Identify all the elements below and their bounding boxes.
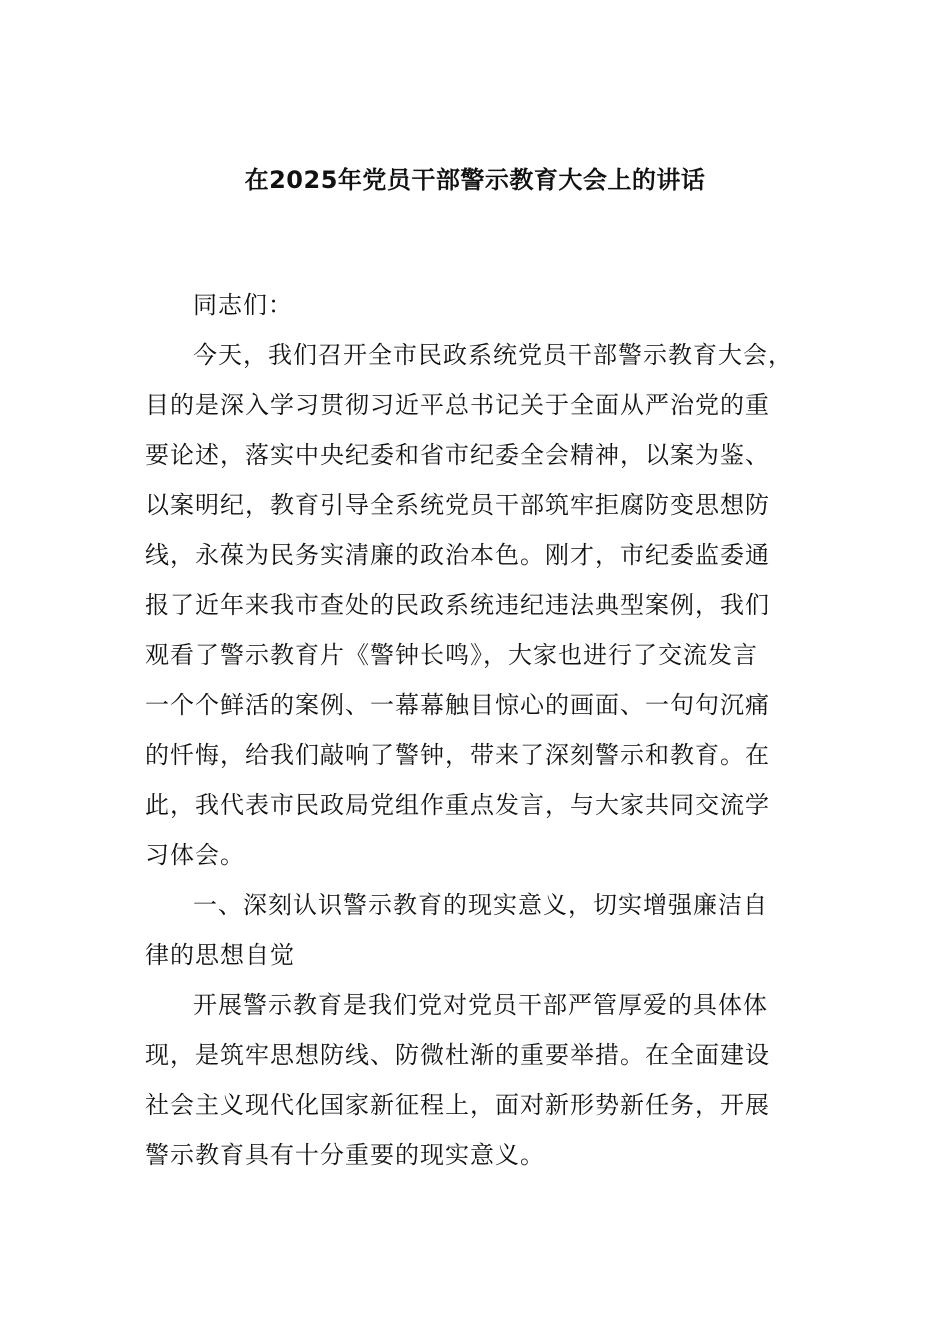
text-line: 现，是筑牢思想防线、防微杜渐的重要举措。在全面建设 [145, 1041, 770, 1069]
text-line: 习体会。 [145, 841, 245, 869]
document-title: 在2025年党员干部警示教育大会上的讲话 [244, 166, 706, 194]
text-line: 要论述，落实中央纪委和省市纪委全会精神，以案为鉴、 [145, 441, 770, 469]
text-line: 报了近年来我市查处的民政系统违纪违法典型案例，我们 [145, 591, 770, 619]
text-line: 一、深刻认识警示教育的现实意义，切实增强廉洁自 [193, 891, 768, 919]
text-line: 今天，我们召开全市民政系统党员干部警示教育大会， [193, 341, 793, 369]
text-line: 律的思想自觉 [145, 941, 295, 969]
document-body [145, 280, 835, 1180]
text-line: 一个个鲜活的案例、一幕幕触目惊心的画面、一句句沉痛 [145, 691, 770, 719]
text-line: 社会主义现代化国家新征程上，面对新形势新任务，开展 [145, 1091, 770, 1119]
text-line: 同志们： [193, 291, 293, 319]
text-line: 线，永葆为民务实清廉的政治本色。刚才，市纪委监委通 [145, 541, 770, 569]
text-line: 目的是深入学习贯彻习近平总书记关于全面从严治党的重 [145, 391, 770, 419]
text-line: 以案明纪，教育引导全系统党员干部筑牢拒腐防变思想防 [145, 491, 770, 519]
text-line: 警示教育具有十分重要的现实意义。 [145, 1141, 545, 1169]
text-line: 观看了警示教育片《警钟长鸣》，大家也进行了交流发言 [145, 641, 758, 669]
text-line: 开展警示教育是我们党对党员干部严管厚爱的具体体 [193, 991, 768, 1019]
text-line: 的忏悔，给我们敲响了警钟，带来了深刻警示和教育。在 [145, 741, 770, 769]
text-line: 此，我代表市民政局党组作重点发言，与大家共同交流学 [145, 791, 770, 819]
